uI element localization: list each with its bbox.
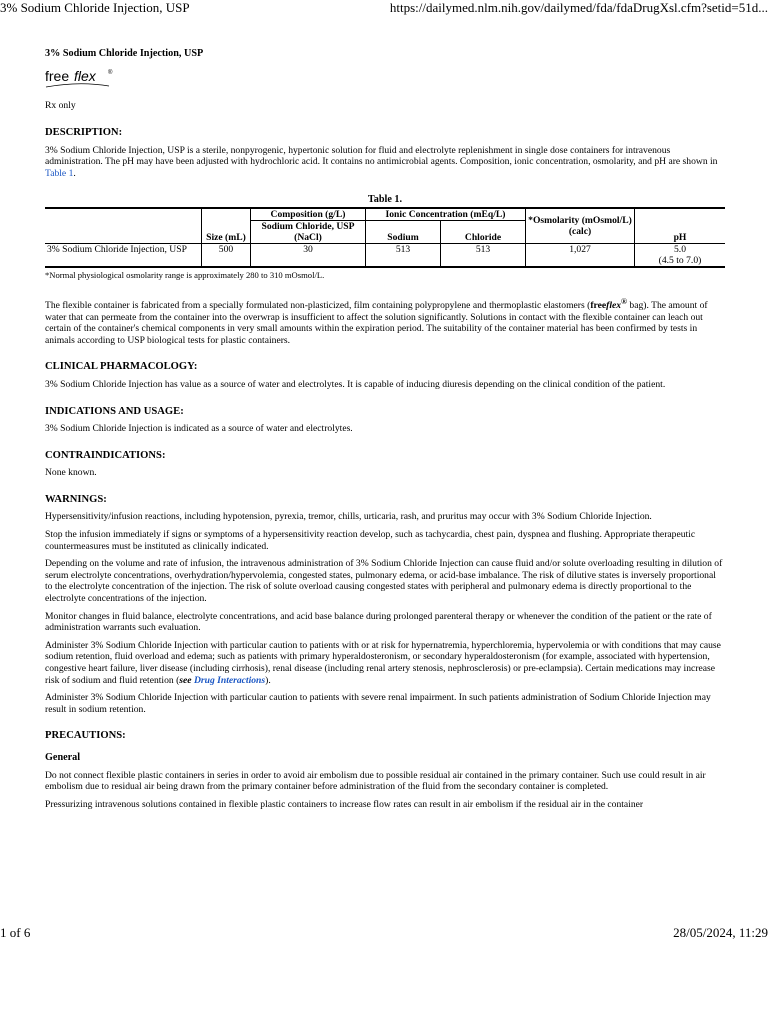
cell-osmolarity: 1,027 bbox=[526, 244, 635, 268]
description-text: 3% Sodium Chloride Injection, USP is a sterile, nonpyrogenic, hypertonic solution for fluid and electrolyte replenishment in single dose containers for intravenous administration. The pH may have been adjusted with hydrochloric acid. It contains no antimicrobial agents. Composition, ionic concentration, osmolarity, and pH are shown in Table 1. bbox=[45, 144, 718, 179]
header-ionic: Ionic Concentration (mEq/L) bbox=[366, 208, 526, 221]
indications-text: 3% Sodium Chloride Injection is indicated as a source of water and electrolytes. bbox=[45, 423, 353, 435]
table-caption: Table 1. bbox=[367, 193, 403, 205]
page-number: 1 of 6 bbox=[0, 925, 31, 940]
header-chloride: Chloride bbox=[441, 221, 526, 244]
warnings-heading: WARNINGS: bbox=[45, 493, 107, 505]
print-header-title: 3% Sodium Chloride Injection, USP bbox=[0, 0, 190, 15]
header-blank bbox=[45, 208, 202, 244]
cell-size: 500 bbox=[202, 244, 251, 268]
warnings-p6: Administer 3% Sodium Chloride Injection with particular caution to patients with severe renal impairment. In such patients administration of Sodium Chloride Injection may result in sodium retention. bbox=[45, 692, 711, 715]
composition-table bbox=[45, 207, 725, 268]
precautions-p1: Do not connect flexible plastic containers in series in order to avoid air embolism due to possible residual air contained in the primary container. Such use could result in air embolism due to residual air being drawn from the primary container before administration of the fluid from the secondary container is completed. bbox=[45, 769, 706, 793]
cell-product: 3% Sodium Chloride Injection, USP bbox=[45, 244, 202, 268]
description-heading: DESCRIPTION: bbox=[45, 127, 123, 139]
header-sodium-chloride: Sodium Chloride, USP (NaCl) bbox=[251, 221, 366, 244]
warnings-p5: Administer 3% Sodium Chloride Injection with particular caution to patients with or at risk for hypernatremia, hyperchloremia, hypervolemia or with conditions that may cause sodium retention, fluid overload and edema; such as patients with primary hyperaldosteronism, or secondary hyperaldosteronism (for example, associated with hypertension, congestive heart failure, liver disease (including cirrhosis), renal disease (including renal artery stenosis, nephrosclerosis) or pre-eclampsia). Certain medications may increase risk of sodium and fluid retention (see Drug Interactions). bbox=[45, 639, 721, 686]
drug-interactions-link[interactable]: Drug Interactions bbox=[193, 674, 266, 686]
header-composition: Composition (g/L) bbox=[251, 208, 366, 221]
header-osmolarity: *Osmolarity (mOsmol/L) (calc) bbox=[526, 208, 635, 244]
logo-reg: ® bbox=[108, 69, 113, 76]
header-sodium: Sodium bbox=[366, 221, 441, 244]
rx-only: Rx only bbox=[45, 99, 76, 111]
cell-ph: 5.0 (4.5 to 7.0) bbox=[635, 244, 726, 268]
indications-heading: INDICATIONS AND USAGE: bbox=[45, 405, 184, 417]
header-ph: pH bbox=[635, 208, 726, 244]
document-content bbox=[45, 48, 725, 816]
table-footnote: *Normal physiological osmolarity range is approximately 280 to 310 mOsmol/L. bbox=[45, 270, 325, 281]
freeflex-logo bbox=[45, 66, 117, 92]
warnings-p2: Stop the infusion immediately if signs or symptoms of a hypersensitivity reaction develop, such as tachycardia, chest pain, dyspnea and flushing. Appropriate therapeutic countermeasures must be instituted as clinically indicated. bbox=[45, 529, 696, 552]
precautions-heading: PRECAUTIONS: bbox=[45, 730, 126, 742]
table-row bbox=[45, 244, 725, 268]
logo-free: free bbox=[45, 67, 70, 84]
general-subheading: General bbox=[45, 751, 81, 763]
table-1-link[interactable]: Table 1 bbox=[45, 167, 74, 179]
clinical-text: 3% Sodium Chloride Injection has value as a source of water and electrolytes. It is capable of inducing diuresis depending on the clinical condition of the patient. bbox=[45, 378, 666, 390]
contraindications-heading: CONTRAINDICATIONS: bbox=[45, 449, 166, 461]
warnings-p4: Monitor changes in fluid balance, electrolyte concentrations, and acid base balance during prolonged parenteral therapy or whenever the condition of the patient or the rate of administration warrants such evaluation. bbox=[45, 610, 712, 634]
cell-sodium: 513 bbox=[366, 244, 441, 268]
warnings-p1: Hypersensitivity/infusion reactions, including hypotension, pyrexia, tremor, chills, urticaria, rash, and pruritus may occur with 3% Sodium Chloride Injection. bbox=[45, 511, 652, 523]
contraindications-text: None known. bbox=[45, 467, 97, 479]
document-title: 3% Sodium Chloride Injection, USP bbox=[45, 48, 204, 59]
cell-chloride: 513 bbox=[441, 244, 526, 268]
header-size: Size (mL) bbox=[202, 208, 251, 244]
warnings-p3: Depending on the volume and rate of infusion, the intravenous administration of 3% Sodium Chloride Injection can cause fluid and/or solute overloading resulting in dilution of serum electrolyte concentrations, overhydration/hypervolemia, congested states, pulmonary edema, or acid-base imbalance. The risk of dilutive states is inversely proportional to the electrolyte concentration of the injection. The risk of solute overload causing congested states with peripheral and pulmonary edema is directly proportional to the electrolyte concentrations of the injection. bbox=[45, 558, 723, 605]
precautions-p2: Pressurizing intravenous solutions contained in flexible plastic containers to increase flow rates can result in air embolism if the residual air in the container bbox=[45, 798, 644, 810]
container-paragraph: The flexible container is fabricated from a specially formulated non-plasticized, film containing polypropylene and thermoplastic elastomers (freeflex® bag). The amount of water that can permeate from the container into the overwrap is insufficient to affect the solution significantly. Solutions in contact with the flexible container can leach out certain of the container's chemical components in very small amounts within the expiration period. The suitability of the container material has been confirmed by tests in animals according to USP biological tests for plastic containers. bbox=[45, 296, 708, 346]
print-datetime: 28/05/2024, 11:29 bbox=[673, 925, 768, 940]
cell-nacl: 30 bbox=[251, 244, 366, 268]
clinical-heading: CLINICAL PHARMACOLOGY: bbox=[45, 361, 198, 373]
logo-flex: flex bbox=[74, 67, 96, 84]
print-header-url[interactable]: https://dailymed.nlm.nih.gov/dailymed/fda/fdaDrugXsl.cfm?setid=51d... bbox=[389, 0, 768, 15]
